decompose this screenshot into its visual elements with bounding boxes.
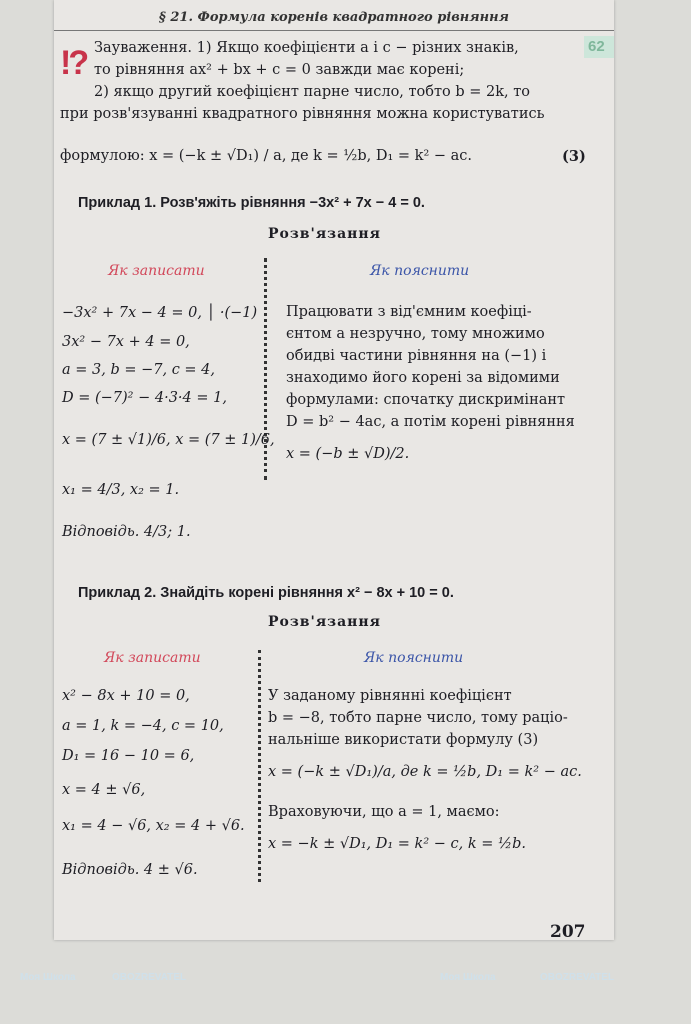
ex1-explain-2: єнтом a незручно, тому множимо (286, 326, 545, 342)
ex2-explain-6: x = −k ± √D₁, D₁ = k² − c, k = ½b. (268, 836, 526, 852)
ex1-step-5: x = (7 ± √1)/6, x = (7 ± 1)/6, (62, 432, 275, 448)
textbook-page (54, 0, 614, 940)
ex1-step-6: x₁ = 4/3, x₂ = 1. (62, 482, 180, 498)
watermark-school-2: Моя Школа (440, 972, 496, 983)
ex2-explain-4: x = (−k ± √D₁)/a, де k = ½b, D₁ = k² − ac. (268, 764, 582, 780)
ex1-explain-6: D = b² − 4ac, а потім корені рівняння (286, 414, 575, 430)
ex1-explain-3: обидві частини рівняння на (−1) і (286, 348, 547, 364)
ex1-explain-7: x = (−b ± √D)/2. (286, 446, 410, 462)
watermark-school: Моя Школа (20, 972, 76, 983)
ex2-step-5: x₁ = 4 − √6, x₂ = 4 + √6. (62, 818, 245, 834)
ex2-step-1: x² − 8x + 10 = 0, (62, 688, 190, 704)
ex2-step-3: D₁ = 16 − 10 = 6, (62, 748, 195, 764)
margin-page-number: 62 (584, 36, 614, 58)
section-header: § 21. Формула коренів квадратного рівняння (159, 10, 509, 25)
example2-explain-label: Як пояснити (364, 650, 464, 666)
example1-write-label: Як записати (108, 263, 205, 279)
example1-title: Приклад 1. Розв'яжіть рівняння −3x² + 7x − 4 = 0. (78, 195, 425, 211)
ex2-answer: Відповідь. 4 ± √6. (62, 862, 198, 878)
ex2-explain-2: b = −8, тобто парне число, тому раціо- (268, 710, 568, 726)
watermark-obozrevatel: OBOZREVATEL (112, 972, 187, 983)
example2-solution-label: Розв'язання (268, 614, 381, 630)
ex2-explain-1: У заданому рівнянні коефіцієнт (268, 688, 512, 704)
ex2-step-2: a = 1, k = −4, c = 10, (62, 718, 224, 734)
ex1-explain-5: формулами: спочатку дискримінант (286, 392, 566, 408)
ex1-explain-4: знаходимо його корені за відомими (286, 370, 560, 386)
example1-solution-label: Розв'язання (268, 226, 381, 242)
note-formula: формулою: x = (−k ± √D₁) / a, де k = ½b, D₁ = k² − ac. (60, 148, 473, 164)
example2-write-label: Як записати (104, 650, 201, 666)
ex1-step-4: D = (−7)² − 4·3·4 = 1, (62, 390, 227, 406)
ex1-step-1: −3x² + 7x − 4 = 0, │ ·(−1) (62, 305, 258, 321)
note-line-3: 2) якщо другий коефіцієнт парне число, тобто b = 2k, то (94, 84, 530, 100)
attention-icon: !? (60, 44, 87, 82)
page-number: 207 (550, 922, 586, 940)
ex2-step-4: x = 4 ± √6, (62, 782, 146, 798)
example2-title: Приклад 2. Знайдіть корені рівняння x² − 8x + 10 = 0. (78, 585, 454, 601)
ex1-step-3: a = 3, b = −7, c = 4, (62, 362, 216, 378)
example1-explain-label: Як пояснити (370, 263, 470, 279)
ex1-answer: Відповідь. 4/3; 1. (62, 524, 191, 540)
ex1-explain-1: Працювати з від'ємним коефіці- (286, 304, 532, 320)
note-line-4: при розв'язуванні квадратного рівняння можна користуватись (60, 106, 545, 122)
note-line-1: Зауваження. 1) Якщо коефіцієнти a і c − різних знаків, (94, 40, 519, 56)
ex2-explain-3: нальніше використати формулу (3) (268, 732, 539, 748)
example2-divider (258, 650, 261, 882)
header-divider (54, 30, 614, 31)
note-line-2: то рівняння ax² + bx + c = 0 завжди має корені; (94, 62, 465, 78)
ex2-explain-5: Враховуючи, що a = 1, маємо: (268, 804, 500, 820)
ex1-step-2: 3x² − 7x + 4 = 0, (62, 334, 190, 350)
watermark-obozrevatel-2: OBOZREVATEL (540, 972, 615, 983)
formula-number: (3) (562, 148, 586, 165)
